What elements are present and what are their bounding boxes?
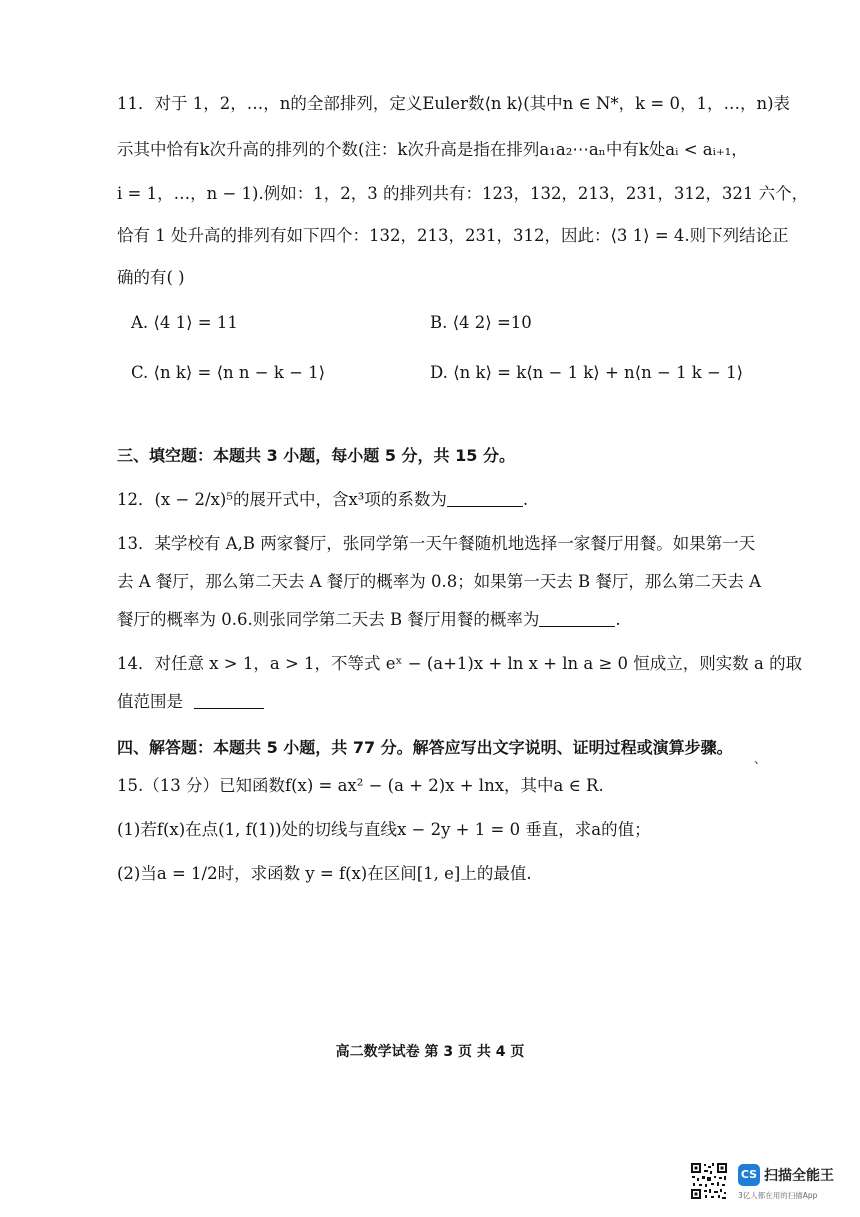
q12-end: . [522, 490, 529, 509]
q15-part-1: (1)若f(x)在点(1, f(1))处的切线与直线x − 2y + 1 = 0 垂直，求a的值； [117, 820, 651, 839]
q11-line-1: 11．对于 1，2，…，n的全部排列，定义Euler数⟨n k⟩(其中n ∈ N*，k = 0，1，…，n)表 [117, 94, 791, 113]
q12-answer-blank [447, 492, 523, 507]
q11-option-a: A. ⟨4 1⟩ = 11 [131, 313, 238, 332]
q14-text: 值范围是 [117, 692, 183, 711]
q12-line [117, 490, 528, 510]
q11-option-b: B. ⟨4 2⟩ =10 [430, 313, 532, 332]
q14-answer-blank [194, 694, 264, 709]
q13-answer-blank [539, 612, 615, 627]
q13-end: . [615, 610, 621, 629]
q14-line-2 [117, 692, 264, 712]
q11-line-3: i = 1，…，n − 1).例如：1，2，3 的排列共有：123，132，213，231，312，321 六个， [117, 184, 809, 203]
page-footer: 高二数学试卷 第 3 页 共 4 页 [335, 1044, 525, 1060]
q11-line-2: 示其中恰有k次升高的排列的个数(注：k次升高是指在排列a₁a₂⋯aₙ中有k处aᵢ < aᵢ₊₁， [117, 140, 748, 159]
stray-mark: 、 [754, 752, 767, 766]
scanner-brand: 扫描全能王 [764, 1168, 834, 1184]
qr-code-icon [690, 1162, 728, 1200]
cs-logo-icon: CS [738, 1164, 760, 1186]
q11-option-c: C. ⟨n k⟩ = ⟨n n − k − 1⟩ [131, 363, 326, 382]
q13-line-1: 13．某学校有 A,B 两家餐厅，张同学第一天午餐随机地选择一家餐厅用餐。如果第一天 [117, 534, 756, 553]
q12-text: 12．(x − 2/x)⁵的展开式中，含x³项的系数为 [117, 490, 447, 509]
q14-line-1: 14．对任意 x > 1，a > 1，不等式 eˣ − (a+1)x + ln x + ln a ≥ 0 恒成立，则实数 a 的取 [117, 654, 803, 673]
q11-line-4: 恰有 1 处升高的排列有如下四个：132，213，231，312，因此：⟨3 1⟩ = 4.则下列结论正 [117, 226, 789, 245]
scanner-slogan: 3亿人都在用的扫描App [738, 1191, 818, 1200]
q13-text: 餐厅的概率为 0.6.则张同学第二天去 B 餐厅用餐的概率为 [117, 610, 540, 629]
q13-line-3 [117, 610, 621, 630]
q11-option-d: D. ⟨n k⟩ = k⟨n − 1 k⟩ + n⟨n − 1 k − 1⟩ [430, 363, 744, 382]
section-4-heading: 四、解答题：本题共 5 小题，共 77 分。解答应写出文字说明、证明过程或演算步骤。 [117, 738, 733, 757]
q11-line-5: 确的有( ) [117, 268, 185, 287]
q15-part-2: (2)当a = 1/2时，求函数 y = f(x)在区间[1, e]上的最值. [117, 864, 532, 883]
q15-line-1: 15.（13 分）已知函数f(x) = ax² − (a + 2)x + lnx，其中a ∈ R. [117, 776, 604, 795]
scanner-watermark [690, 1162, 850, 1208]
section-3-heading: 三、填空题：本题共 3 小题，每小题 5 分，共 15 分。 [117, 446, 515, 465]
q13-line-2: 去 A 餐厅，那么第二天去 A 餐厅的概率为 0.8；如果第一天去 B 餐厅，那么第二天去 A [117, 572, 762, 591]
